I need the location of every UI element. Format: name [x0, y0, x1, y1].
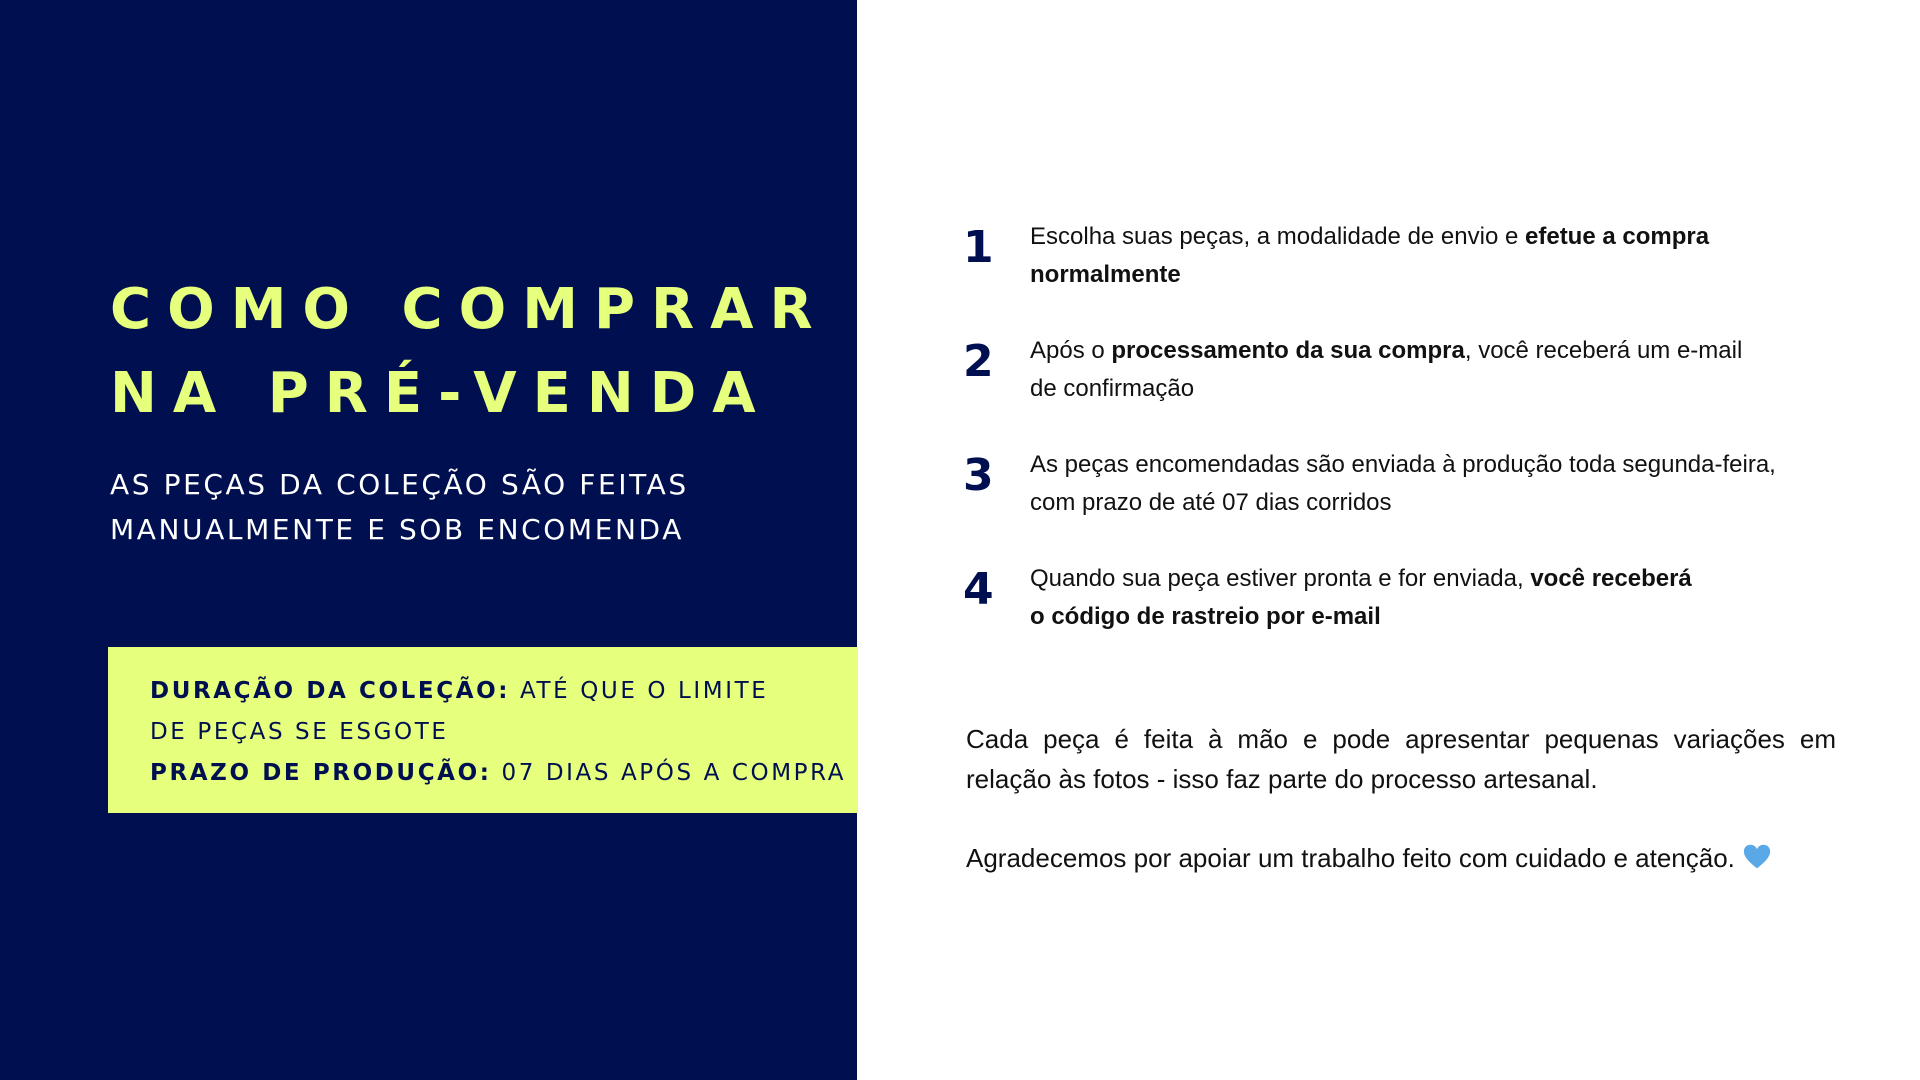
step-number: 1	[963, 222, 994, 273]
subtitle-line-2: MANUALMENTE E SOB ENCOMENDA	[110, 513, 684, 546]
step-2-line-1	[1030, 332, 1742, 370]
production-line	[150, 753, 858, 794]
step-4-text-bold: você receberá	[1530, 565, 1692, 592]
handmade-note: Cada peça é feita à mão e pode apresentar pequenas variações em relação às fotos - isso faz parte do processo artesanal.	[966, 724, 1836, 794]
title-line-1: COMO COMPRAR	[110, 277, 829, 342]
page-title	[110, 268, 829, 436]
step-2	[960, 332, 1840, 422]
thanks-text: Agradecemos por apoiar um trabalho feito com cuidado e atenção.	[966, 843, 1735, 873]
duration-value-1: ATÉ QUE O LIMITE	[510, 678, 769, 704]
left-panel	[0, 0, 857, 1080]
step-1	[960, 218, 1840, 308]
step-text	[1030, 218, 1709, 294]
duration-line-1	[150, 671, 858, 712]
page-subtitle	[110, 462, 689, 552]
duration-value-2: DE PEÇAS SE ESGOTE	[150, 719, 449, 745]
step-4-text-plain: Quando sua peça estiver pronta e for enviada,	[1030, 565, 1531, 592]
step-4-text-bold-2: o código de rastreio por e-mail	[1030, 603, 1381, 630]
step-4	[960, 560, 1840, 650]
step-2-text-plain-after: , você receberá um e-mail	[1464, 337, 1743, 364]
step-4-line-1	[1030, 560, 1692, 598]
step-1-line-1	[1030, 218, 1709, 256]
step-3-line-2: com prazo de até 07 dias corridos	[1030, 489, 1392, 516]
step-text	[1030, 446, 1776, 522]
collection-info-box	[108, 647, 858, 813]
step-3	[960, 446, 1840, 536]
title-line-2: NA PRÉ-VENDA	[110, 361, 772, 426]
step-2-line-2: de confirmação	[1030, 375, 1195, 402]
step-1-line-2	[1030, 256, 1709, 294]
production-value: 07 DIAS APÓS A COMPRA	[491, 760, 847, 786]
step-number: 4	[963, 564, 994, 615]
step-1-text-plain: Escolha suas peças, a modalidade de envio e	[1030, 223, 1525, 250]
blue-heart-icon	[1743, 843, 1771, 871]
step-text	[1030, 332, 1742, 408]
step-4-line-2	[1030, 598, 1692, 636]
production-label: PRAZO DE PRODUÇÃO:	[150, 760, 492, 786]
step-2-text-bold: processamento da sua compra	[1111, 337, 1465, 364]
subtitle-line-1: AS PEÇAS DA COLEÇÃO SÃO FEITAS	[110, 468, 689, 501]
thanks-line	[966, 838, 1771, 878]
step-number: 3	[963, 450, 994, 501]
step-1-text-bold: efetue a compra	[1525, 223, 1710, 250]
step-3-line-1: As peças encomendadas são enviada à produção toda segunda-feira,	[1030, 451, 1776, 478]
step-1-text-bold-2: normalmente	[1030, 261, 1181, 288]
step-text	[1030, 560, 1692, 636]
step-number: 2	[963, 336, 994, 387]
step-2-text-plain: Após o	[1030, 337, 1112, 364]
duration-label: DURAÇÃO DA COLEÇÃO:	[150, 678, 511, 704]
